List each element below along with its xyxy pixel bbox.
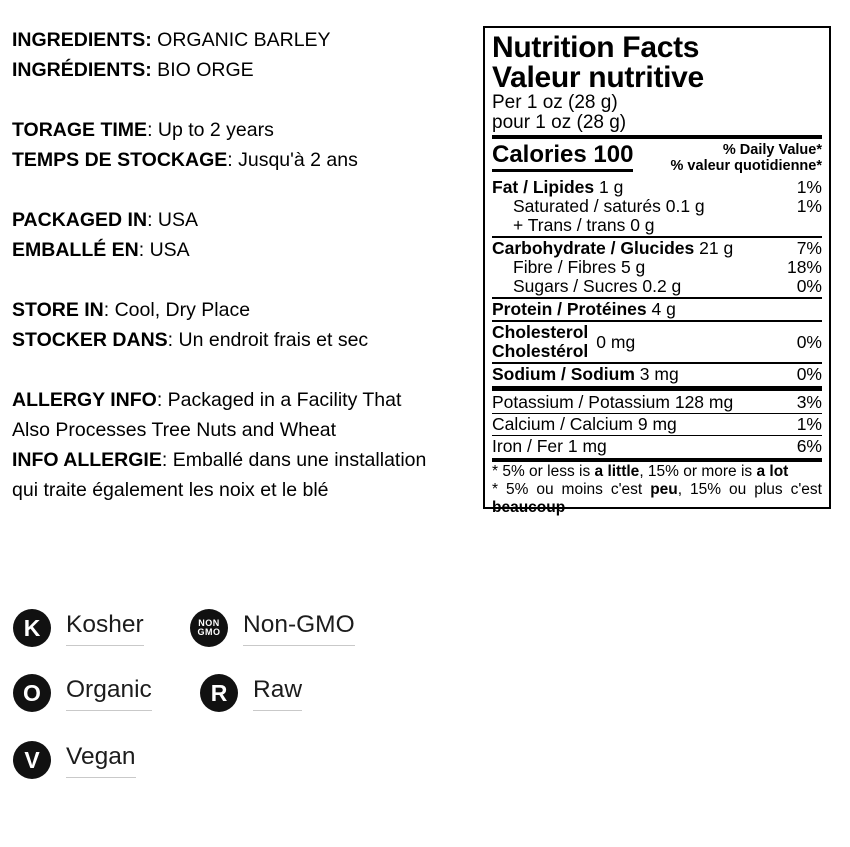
badge-label: Vegan [66,743,136,778]
info-value: : USA [138,239,190,261]
info-value: Also Processes Tree Nuts and Wheat [12,419,337,441]
info-label: STORE IN [12,299,104,321]
footnote-bold: a lot [756,463,789,480]
nutrient-name [492,216,822,235]
daily-value-header-en: % Daily Value* [722,142,822,158]
footnote [492,463,822,517]
nutrient-name-bold: Fat / Lipides [492,177,595,197]
nutrient-row-cholesterol [492,323,822,361]
kosher-icon [13,609,51,647]
nutrient-name [492,365,797,384]
nutrient-amount: Sugars / Sucres 0.2 g [513,276,682,296]
nutrient-row-fat [492,178,822,197]
footnote-bold: beaucoup [492,499,566,516]
divider-thick [492,458,822,462]
nutrient-dv: 6% [796,436,822,456]
vegan-icon-letter: V [24,746,40,773]
nutrient-amount: Potassium / Potassium 128 mg [492,392,734,412]
badge-label: Organic [66,676,152,711]
nutrient-row-protein [492,300,822,319]
nutrient-amount: 4 g [646,299,676,319]
info-label: ALLERGY INFO [12,389,157,411]
nutrient-dv: 7% [796,238,822,258]
info-line-allergy-en-2 [12,415,477,445]
info-line-store-fr [12,325,477,355]
nutrient-name [492,277,797,296]
badge-organic [13,674,152,712]
non-gmo-icon [190,609,228,647]
nutrition-title-en: Nutrition Facts [492,31,700,64]
info-value: : Packaged in a Facility That [156,389,402,411]
divider-thick [492,135,822,139]
info-label: TORAGE TIME [12,119,148,141]
info-value: BIO ORGE [151,59,254,81]
divider-thick [492,386,822,391]
nutrient-row-sugars [492,277,822,296]
info-line-storage-en [12,115,477,145]
nutrient-row-fibre [492,258,822,277]
info-value: : Cool, Dry Place [103,299,251,321]
organic-icon [13,674,51,712]
nutrient-row-saturated [492,197,822,216]
info-value: qui traite également les noix et le blé [12,479,329,501]
nutrient-name [492,393,797,412]
raw-icon [200,674,238,712]
info-label: TEMPS DE STOCKAGE [12,149,228,171]
cholesterol-amount: 0 mg [596,331,636,352]
cholesterol-name-en: Cholesterol [492,322,589,342]
nutrient-amount: 1 g [594,177,624,197]
nutrient-dv: 0% [796,364,822,384]
info-label: INGREDIENTS: [12,29,152,51]
nutrient-row-calcium [492,415,822,434]
info-line-packaged-fr [12,235,477,265]
organic-icon-letter: O [23,679,41,706]
info-line-store-en [12,295,477,325]
nutrient-dv: 0% [796,331,822,352]
nutrient-amount: Iron / Fer 1 mg [492,436,607,456]
info-value: : Emballé dans une installation [161,449,427,471]
info-line-storage-fr [12,145,477,175]
info-line-allergy-fr-1 [12,445,477,475]
nutrition-facts-panel [483,26,831,516]
nutrient-dv: 3% [796,392,822,412]
nutrient-name [492,197,797,216]
nutrient-name [492,239,797,258]
nutrient-amount: Saturated / saturés 0.1 g [513,196,705,216]
info-label: STOCKER DANS [12,329,168,351]
nutrient-dv: 1% [796,196,822,216]
nutrient-amount: 3 mg [634,364,679,384]
nutrient-dv: 1% [796,177,822,197]
product-info-column [12,25,477,505]
calories-section [492,142,822,178]
nutrient-amount: 21 g [694,238,734,258]
non-gmo-icon-line1: NON [198,617,220,628]
nutrient-dv: 1% [796,414,822,434]
nutrition-title-fr: Valeur nutritive [492,61,704,94]
nutrient-amount: Fibre / Fibres 5 g [513,257,646,277]
nutrient-row-trans [492,216,822,235]
nutrient-dv: 0% [796,276,822,296]
badge-kosher [13,609,144,647]
kosher-icon-letter: K [23,614,41,641]
badge-label: Raw [253,676,302,711]
info-value: : Un endroit frais et sec [167,329,369,351]
footnote-text: * 5% or less is [492,463,595,480]
info-line-allergy-fr-2 [12,475,477,505]
footnote-line-fr [492,481,822,499]
info-line-ingredients-en [12,25,477,55]
info-value: : USA [147,209,198,231]
nutrient-amount: + Trans / trans 0 g [513,215,655,235]
non-gmo-icon-line2: GMO [197,627,221,637]
badge-non-gmo [190,609,355,647]
footnote-line-fr-2 [492,499,822,517]
nutrient-name [492,300,822,319]
vegan-icon [13,741,51,779]
nutrient-name [492,415,797,434]
serving-size-en: Per 1 oz (28 g) [492,92,618,113]
badge-label: Non-GMO [243,611,355,646]
daily-value-header [671,143,822,174]
nutrient-name [492,178,797,197]
daily-value-header-fr: % valeur quotidienne* [670,157,822,174]
calories-value: Calories 100 [492,142,633,172]
nutrient-row-carbohydrate [492,239,822,258]
badge-raw [200,674,302,712]
info-value: ORGANIC BARLEY [151,29,331,51]
footnote-text: , 15% or more is [639,463,757,480]
info-label: EMBALLÉ EN [12,239,139,261]
info-value: : Up to 2 years [147,119,274,141]
nutrient-name-bold: Carbohydrate / Glucides [492,238,695,258]
footnote-bold: peu [650,481,678,498]
nutrient-name-bold: Protein / Protéines [492,299,647,319]
nutrient-name [492,258,787,277]
footnote-text: , 15% ou plus c'est [677,481,822,498]
badge-vegan [13,741,136,779]
info-value: : Jusqu'à 2 ans [227,149,358,171]
nutrient-row-potassium [492,393,822,412]
info-line-allergy-en-1 [12,385,477,415]
info-label: INFO ALLERGIE [12,449,162,471]
raw-icon-letter: R [210,679,228,706]
nutrient-amount: Calcium / Calcium 9 mg [492,414,677,434]
footnote-line-en [492,463,822,481]
serving-size-fr: pour 1 oz (28 g) [492,112,627,133]
info-line-packaged-en [12,205,477,235]
info-label: INGRÉDIENTS: [12,59,152,81]
nutrient-row-sodium [492,365,822,384]
footnote-text: * 5% ou moins c'est [492,481,651,498]
nutrient-dv: 18% [786,257,822,277]
cholesterol-name-fr: Cholestérol [492,341,589,361]
badge-label: Kosher [66,611,144,646]
nutrient-name-bold: Sodium / Sodium [492,364,635,384]
info-line-ingredients-fr [12,55,477,85]
nutrient-row-iron [492,437,822,456]
info-label: PACKAGED IN [12,209,148,231]
footnote-bold: a little [594,463,640,480]
cholesterol-name [492,323,588,361]
nutrient-name [492,437,797,456]
